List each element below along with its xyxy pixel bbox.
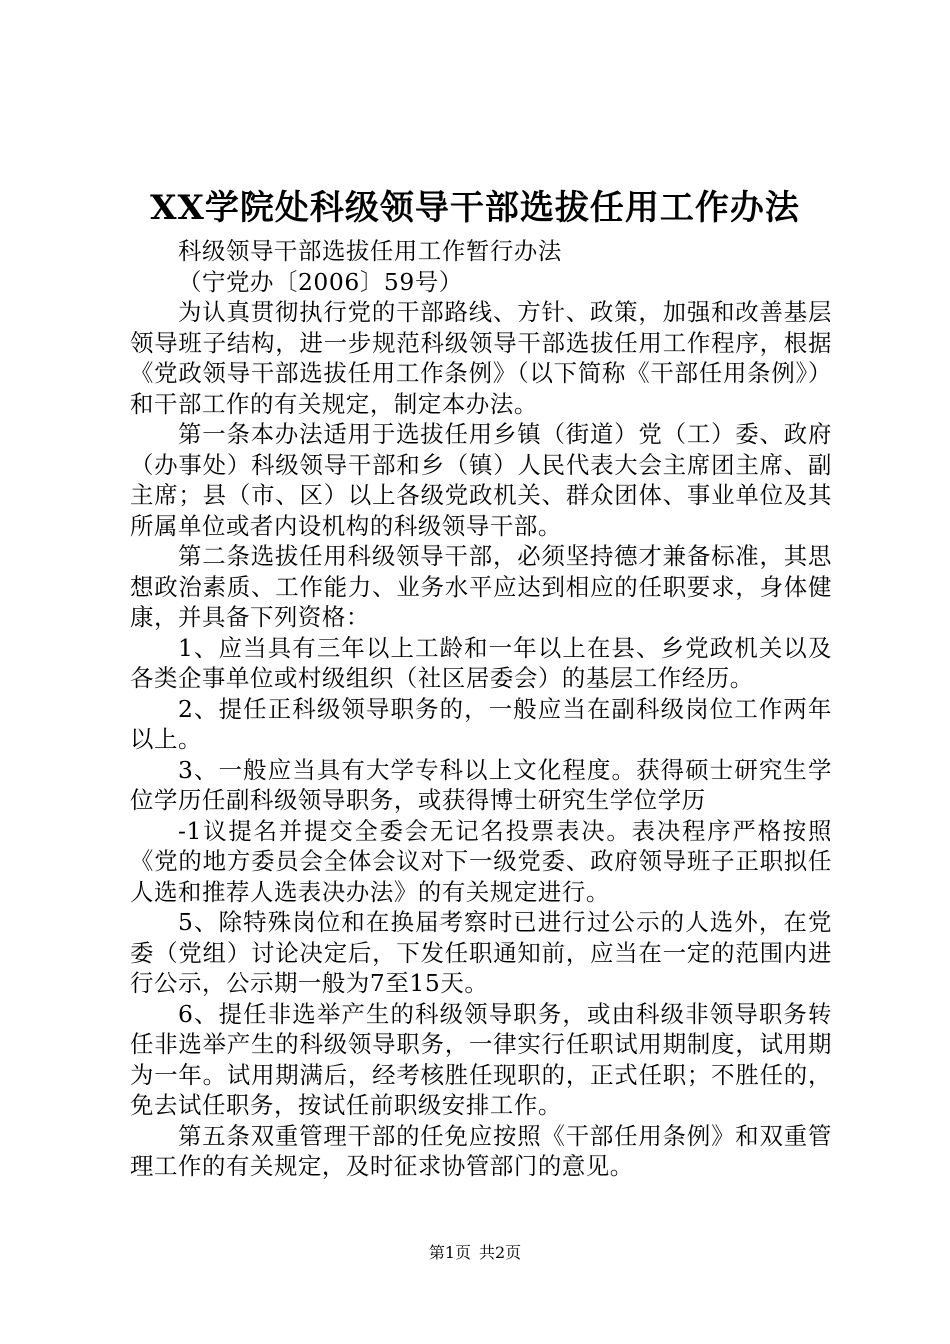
body-paragraph: 2、提任正科级领导职务的，一般应当在副科级岗位工作两年以上。 (130, 694, 832, 753)
page-number-current: 第1页 (428, 1243, 471, 1262)
document-title: XX学院处科级领导干部选拔任用工作办法 (150, 188, 800, 228)
body-paragraph: -1议提名并提交全委会无记名投票表决。表决程序严格按照《党的地方委员会全体会议对下一级党委、政府领导班子正职拟任人选和推荐人选表决办法》的有关规定进行。 (130, 816, 832, 906)
document-number-paragraph: （宁党办〔2006〕59号） (178, 267, 463, 296)
page-number-total: 共2页 (479, 1243, 522, 1262)
document-body (130, 236, 832, 1182)
body-paragraph: 第一条本办法适用于选拔任用乡镇（街道）党（工）委、政府（办事处）科级领导干部和乡（镇）人民代表大会主席团主席、副主席；县（市、区）以上各级党政机关、群众团体、事业单位及其所属单位或者内设机构的科级领导干部。 (130, 420, 832, 540)
body-paragraph: 为认真贯彻执行党的干部路线、方针、政策，加强和改善基层领导班子结构，进一步规范科级领导干部选拔任用工作程序，根据《党政领导干部选拔任用工作条例》（以下简称《干部任用条例》）和干部工作的有关规定，制定本办法。 (130, 298, 832, 418)
body-paragraph: 第二条选拔任用科级领导干部，必须坚持德才兼备标准，其思想政治素质、工作能力、业务水平应达到相应的任职要求，身体健康，并具备下列资格： (130, 542, 832, 631)
body-paragraph: 5、除特殊岗位和在换届考察时已进行过公示的人选外，在党委（党组）讨论决定后，下发任职通知前，应当在一定的范围内进行公示，公示期一般为7至15天。 (130, 908, 832, 997)
body-paragraph: 6、提任非选举产生的科级领导职务，或由科级非领导职务转任非选举产生的科级领导职务，一律实行任职试用期制度，试用期为一年。试用期满后，经考核胜任现职的，正式任职；不胜任的，免去试任职务，按试任前职级安排工作。 (130, 999, 832, 1119)
body-paragraph: 3、一般应当具有大学专科以上文化程度。获得硕士研究生学位学历任副科级领导职务，或获得博士研究生学位学历 (130, 755, 832, 814)
page-footer (0, 1241, 950, 1265)
body-paragraph: 1、应当具有三年以上工龄和一年以上在县、乡党政机关以及各类企事单位或村级组织（社区居委会）的基层工作经历。 (130, 633, 832, 692)
subtitle-paragraph: 科级领导干部选拔任用工作暂行办法 (178, 237, 562, 265)
body-paragraph: 第五条双重管理干部的任免应按照《干部任用条例》和双重管理工作的有关规定，及时征求协管部门的意见。 (130, 1121, 832, 1180)
